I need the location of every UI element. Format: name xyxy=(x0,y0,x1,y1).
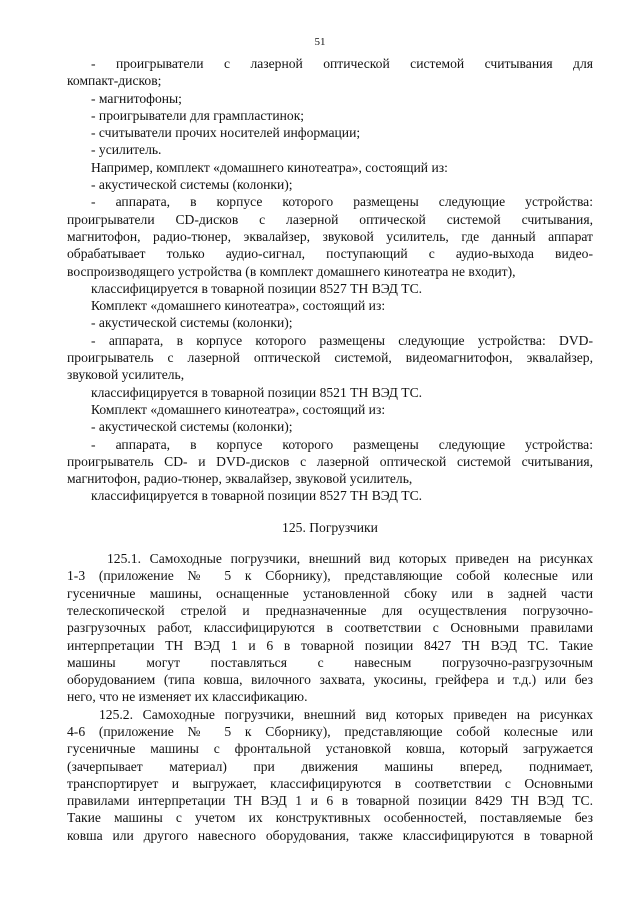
text-line: - магнитофоны; xyxy=(91,90,182,106)
text-line: магнитофон, радио-тюнер, эквалайзер, звуковой усилитель, xyxy=(67,471,413,487)
text-line: проигрыватели CD-дисков с лазерной оптической системой считывания, xyxy=(67,211,593,227)
text-line: - аппарата, в корпусе которого размещены следующие устройства: xyxy=(91,194,593,210)
text-line: правилами интерпретации ТН ВЭД 1 и 6 в товарной позиции 8429 ТН ВЭД ТС. xyxy=(67,793,593,809)
text-line: воспроизводящего устройства (в комплект домашнего кинотеатра не входит), xyxy=(67,263,516,279)
text-line: - акустической системы (колонки); xyxy=(91,315,293,331)
text-line: него, что не изменяет их классификацию. xyxy=(67,689,308,705)
text-line: 125.1. Самоходные погрузчики, внешний вид которых приведен на рисунках xyxy=(107,551,593,567)
text-line: гусеничные машины, оснащенные установленной сбоку или в задней части xyxy=(67,585,593,601)
text-line: - аппарата, в корпусе которого размещены следующие устройства: xyxy=(91,436,593,452)
text-line: классифицируется в товарной позиции 8527 ТН ВЭД ТС. xyxy=(91,488,423,504)
text-line: - проигрыватели для грампластинок; xyxy=(91,107,305,123)
text-line: 1-3 (приложение № 5 к Сборнику), представляющие собой колесные или xyxy=(67,568,593,584)
text-line: - считыватели прочих носителей информации; xyxy=(91,125,361,141)
text-line: 4-6 (приложение № 5 к Сборнику), представляющие собой колесные или xyxy=(67,723,593,739)
text-line: разгрузочных работ, классифицируются в соответствии с Основными правилами xyxy=(67,620,593,636)
text-line: - акустической системы (колонки); xyxy=(91,177,293,193)
text-line: транспортирует и выгружает, классифицируются в соответствии с Основными xyxy=(67,775,593,791)
text-block-home-theater xyxy=(67,55,593,505)
text-line: Такие машины с учетом их конструктивных особенностей, поставляемые без xyxy=(67,810,593,826)
text-line: - аппарата, в корпусе которого размещены следующие устройства: DVD- xyxy=(91,332,593,348)
text-line: - проигрыватели с лазерной оптической системой считывания для xyxy=(91,56,593,71)
text-line: проигрыватель с лазерной оптической системой, видеомагнитофон, эквалайзер, xyxy=(67,350,593,366)
page-content xyxy=(67,55,593,844)
text-line: классифицируется в товарной позиции 8521 ТН ВЭД ТС. xyxy=(91,384,423,400)
text-line: гусеничные машины с фронтальной установкой ковша, который загружается xyxy=(67,741,593,757)
text-line: обрабатывает только аудио-сигнал, поступающий с аудио-выхода видео- xyxy=(67,246,593,262)
text-line: классифицируется в товарной позиции 8527 ТН ВЭД ТС. xyxy=(91,280,423,296)
text-line: 125.2. Самоходные погрузчики, внешний вид которых приведен на рисунках xyxy=(99,706,593,722)
text-line: компакт-дисков; xyxy=(67,73,162,89)
text-line: - акустической системы (колонки); xyxy=(91,419,293,435)
text-line: ковша или другого навесного оборудования, также классифицируются в товарной xyxy=(67,827,593,843)
text-line: машины могут поставляться с навесным погрузочно-разгрузочным xyxy=(67,654,593,670)
text-line: оборудованием (типа ковша, вилочного захвата, укосины, грейфера и т.д.) или без xyxy=(67,672,593,688)
text-block-loaders xyxy=(67,550,593,844)
text-line: (зачерпывает материал) при движения машины вперед, поднимает, xyxy=(67,758,593,774)
page-number: 51 xyxy=(314,36,326,48)
text-line: - усилитель. xyxy=(91,142,162,158)
section-heading: 125. Погрузчики xyxy=(282,519,378,535)
text-line: телескопической стрелой и предназначенные для осуществления погрузочно- xyxy=(67,602,593,618)
text-line: Например, комплект «домашнего кинотеатра», состоящий из: xyxy=(91,159,448,175)
text-line: интерпретации ТН ВЭД 1 и 6 в товарной позиции 8427 ТН ВЭД ТС. Такие xyxy=(67,637,593,653)
text-line: проигрыватель CD- и DVD-дисков с лазерной оптической системой считывания, xyxy=(67,453,593,469)
text-line: магнитофон, радио-тюнер, эквалайзер, звуковой усилитель, где данный аппарат xyxy=(67,228,593,244)
text-line: звуковой усилитель, xyxy=(67,367,185,383)
text-line: Комплект «домашнего кинотеатра», состоящий из: xyxy=(91,298,386,314)
text-line: Комплект «домашнего кинотеатра», состоящий из: xyxy=(91,401,386,417)
